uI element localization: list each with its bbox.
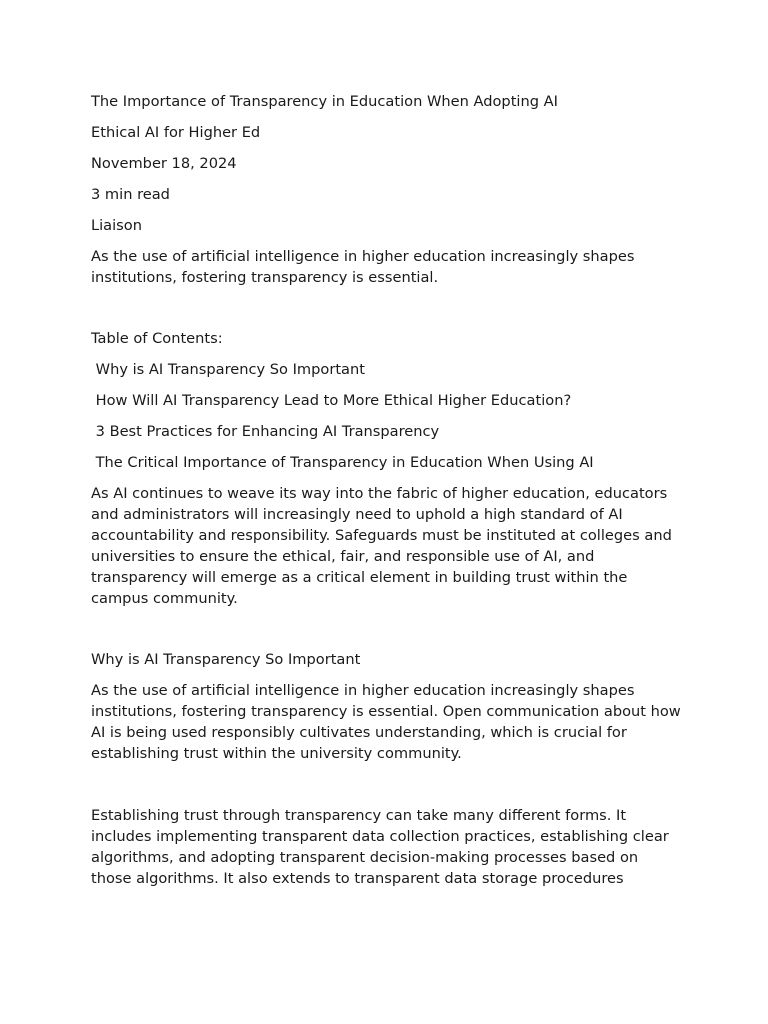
article-title: The Importance of Transparency in Education When Adopting AI	[91, 93, 558, 110]
toc-item-best-practices: 3 Best Practices for Enhancing AI Transparency	[91, 423, 440, 440]
article-category: Ethical AI for Higher Ed	[91, 124, 261, 141]
article-author: Liaison	[91, 217, 142, 234]
opening-paragraph: As AI continues to weave its way into the fabric of higher education, educators and administrators will increasingly need to uphold a high standard of AI accountability and responsibility. Safeguards must be instituted at colleges and universities to ensure the ethical, fair, and responsible use of AI, and transparency will emerge as a critical element in building trust within the campus community.	[91, 485, 672, 607]
document-page	[91, 91, 681, 889]
section-paragraph-2: Establishing trust through transparency can take many different forms. It includes implementing transparent data collection practices, establishing clear algorithms, and adopting transparent decision-making processes based on those algorithms. It also extends to transparent data storage procedures	[91, 807, 669, 887]
article-read-time: 3 min read	[91, 186, 170, 203]
article-intro: As the use of artificial intelligence in higher education increasingly shapes institutions, fostering transparency is essential.	[91, 248, 635, 286]
toc-heading: Table of Contents:	[91, 330, 223, 347]
toc-item-why-important: Why is AI Transparency So Important	[91, 361, 365, 378]
article-date: November 18, 2024	[91, 155, 237, 172]
section-paragraph-1: As the use of artificial intelligence in higher education increasingly shapes institutions, fostering transparency is essential. Open communication about how AI is being used responsibly cultivates understanding, which is crucial for establishing trust within the university community.	[91, 682, 681, 762]
toc-item-ethical-higher-ed: How Will AI Transparency Lead to More Ethical Higher Education?	[91, 392, 572, 409]
section-heading-why-important: Why is AI Transparency So Important	[91, 651, 361, 668]
toc-item-critical-importance: The Critical Importance of Transparency in Education When Using AI	[91, 454, 594, 471]
